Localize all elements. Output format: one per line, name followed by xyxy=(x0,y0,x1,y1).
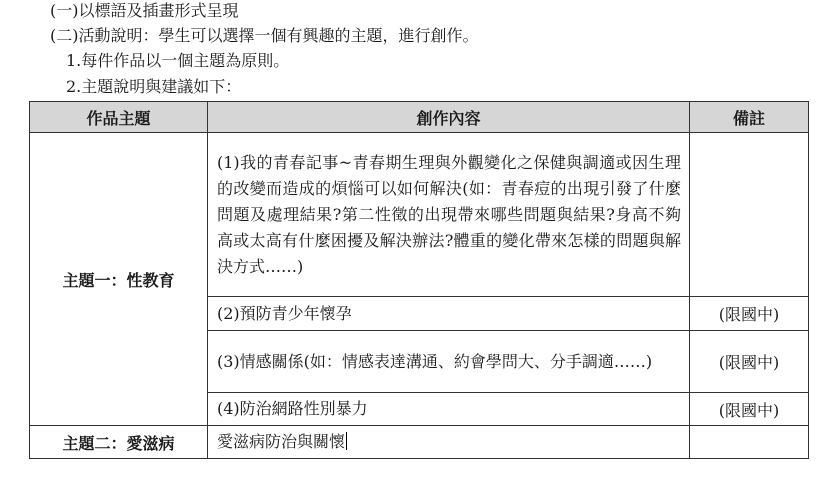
header-note: 備註 xyxy=(690,102,809,133)
topic1-note-1 xyxy=(690,133,809,297)
topic1-content-3: (3)情感關係(如：情感表達溝通、約會學問大、分手調適……) xyxy=(208,331,690,393)
topic2-content-1: 愛滋病防治與關懷 xyxy=(217,432,346,451)
topic-table xyxy=(29,101,809,459)
topic1-content-4: (4)防治網路性別暴力 xyxy=(208,393,690,426)
topic1-content-1: (1)我的青春記事~青春期生理與外觀變化之保健與調適或因生理的改變而造成的煩惱可以如何解決(如：青春痘的出現引發了什麼問題及處理結果?第二性徵的出現帶來哪些問題與結果?身高不夠高或太高有什麼困擾及解決辦法?體重的變化帶來怎樣的問題與解決方式……) xyxy=(208,133,690,297)
header-content: 創作內容 xyxy=(208,102,690,133)
topic2-name: 主題二：愛滋病 xyxy=(30,426,208,459)
intro-line-4: 2.主題說明與建議如下： xyxy=(66,77,242,96)
topic1-name: 主題一：性教育 xyxy=(30,133,208,426)
intro-line-3: 1.每件作品以一個主題為原則。 xyxy=(66,51,290,70)
text-cursor xyxy=(346,432,347,450)
topic1-content-2: (2)預防青少年懷孕 xyxy=(208,297,690,331)
table-row xyxy=(30,133,809,297)
topic2-content-cell[interactable] xyxy=(208,426,690,459)
table-header-row xyxy=(30,102,809,133)
topic1-note-2: (限國中) xyxy=(690,297,809,331)
intro-line-1: (一)以標語及插畫形式呈現 xyxy=(50,1,239,20)
topic2-note-1 xyxy=(690,426,809,459)
topic1-note-3: (限國中) xyxy=(690,331,809,393)
topic1-note-4: (限國中) xyxy=(690,393,809,426)
header-topic: 作品主題 xyxy=(30,102,208,133)
table-row xyxy=(30,426,809,459)
intro-line-2: (二)活動說明：學生可以選擇一個有興趣的主題，進行創作。 xyxy=(50,26,479,45)
